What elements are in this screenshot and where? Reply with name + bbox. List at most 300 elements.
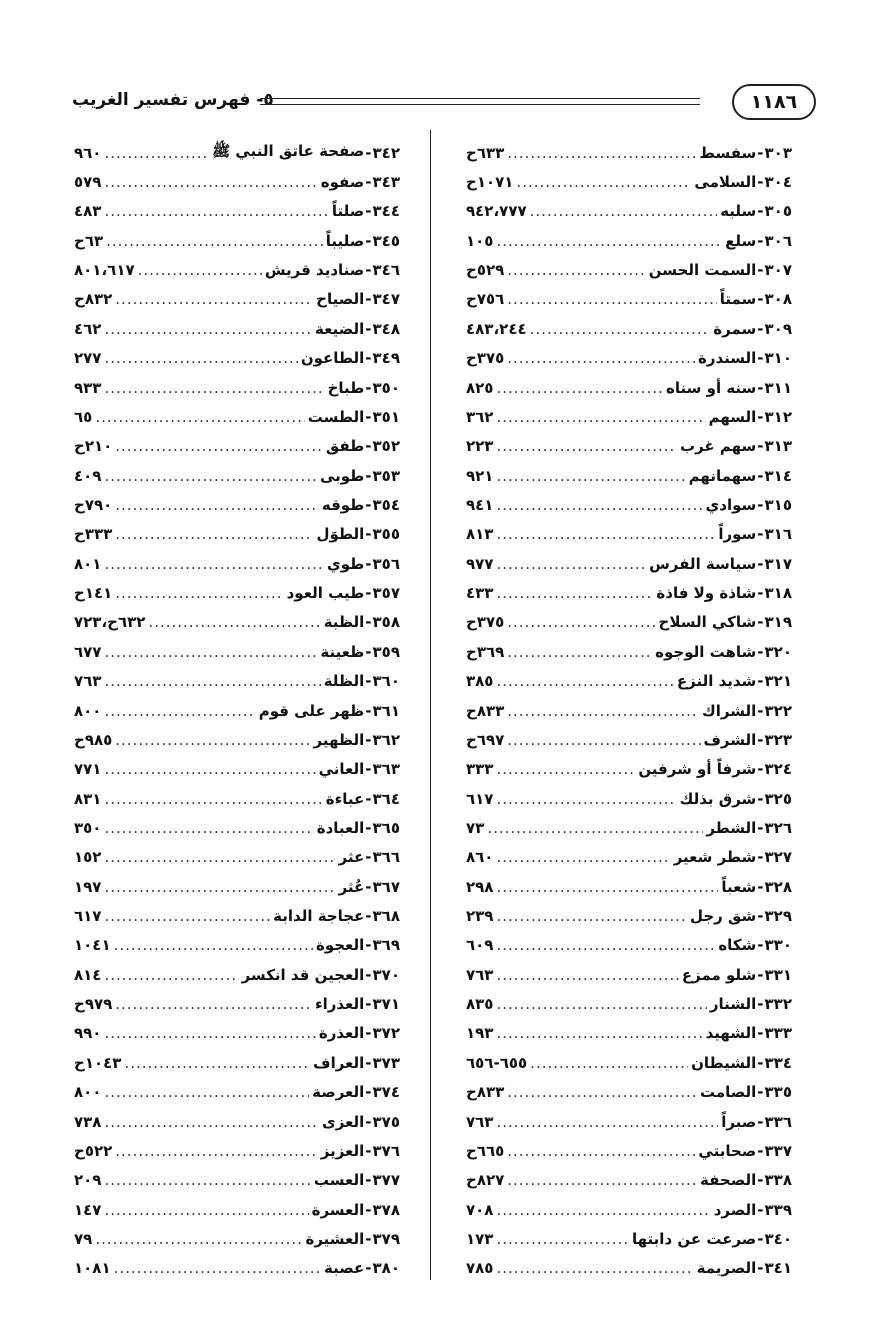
entry-dash: - [365, 437, 372, 456]
entry-term: عباءة [325, 789, 365, 808]
entry-dash: - [365, 613, 372, 632]
entry-dash: - [365, 319, 372, 338]
entry-dash: - [365, 261, 372, 280]
entry-page-ref: ٨٠٠ [74, 1083, 102, 1102]
entry-term: عصبة [324, 1259, 365, 1278]
entry-number: ٣٦٠ [372, 672, 400, 691]
entry-term: صفوه [320, 173, 365, 192]
dot-leader [114, 1259, 321, 1277]
entry-dash: - [365, 202, 372, 221]
dot-leader [104, 790, 322, 808]
index-entry [74, 167, 400, 196]
index-entry [74, 784, 400, 813]
entry-dash: - [757, 965, 764, 984]
entry-number: ٣١٢ [764, 407, 792, 426]
index-entry [74, 989, 400, 1018]
entry-term: شاكي السلاح [658, 613, 757, 632]
dot-leader [496, 1024, 702, 1042]
entry-dash: - [757, 437, 764, 456]
dot-leader [507, 613, 655, 631]
entry-page-ref: ٧٨٥ [466, 1259, 494, 1278]
dot-leader [104, 202, 328, 220]
entry-term: الظبة [323, 613, 365, 632]
entry-term: شرق بذلك [679, 789, 757, 808]
entry-term: العذراء [314, 995, 365, 1014]
dot-leader [115, 496, 319, 514]
entry-page-ref: ٨٠٠ [74, 701, 102, 720]
entry-term: صبراً [721, 1112, 757, 1131]
entry-term: العاني [318, 760, 365, 779]
entry-number: ٣٦٢ [372, 730, 400, 749]
entry-page-ref: ٨٢٧ح [466, 1171, 505, 1190]
entry-number: ٣٧٩ [372, 1229, 400, 1248]
entry-number: ٣١٣ [764, 437, 792, 456]
entry-number: ٣٤٩ [372, 349, 400, 368]
entry-number: ٣٣٨ [764, 1171, 792, 1190]
dot-leader [507, 349, 695, 367]
index-entry [466, 138, 792, 167]
dot-leader [148, 613, 320, 631]
dot-leader [115, 525, 313, 543]
entry-number: ٣٤٨ [372, 319, 400, 338]
dot-leader [496, 408, 705, 426]
entry-dash: - [365, 378, 372, 397]
entry-dash: - [365, 818, 372, 837]
entry-dash: - [365, 584, 372, 603]
index-entry [74, 1166, 400, 1195]
entry-number: ٣٣٢ [764, 995, 792, 1014]
dot-leader [138, 261, 262, 279]
dot-leader [516, 173, 691, 191]
dot-leader [104, 672, 320, 690]
entry-number: ٣٠٥ [764, 202, 792, 221]
entry-page-ref: ٣٦٩ح [466, 642, 505, 661]
entry-page-ref: ٤٨٣ [74, 202, 102, 221]
entry-page-ref: ١٩٣ [466, 1024, 494, 1043]
dot-leader [115, 584, 283, 602]
entry-page-ref: ١٠٥ [466, 231, 494, 250]
entry-term: السهم [708, 407, 757, 426]
index-entry [466, 901, 792, 930]
index-entry [466, 314, 792, 343]
entry-number: ٣٧٧ [372, 1171, 400, 1190]
entry-page-ref: ٢٠٩ [74, 1171, 102, 1190]
entry-term: سلع [725, 231, 757, 250]
index-entry [74, 931, 400, 960]
dot-leader [104, 1083, 309, 1101]
entry-dash: - [757, 907, 764, 926]
entry-dash: - [365, 1053, 372, 1072]
entry-number: ٣٧٦ [372, 1141, 400, 1160]
entry-number: ٣٤٤ [372, 202, 400, 221]
entry-dash: - [365, 672, 372, 691]
dot-leader [530, 1054, 688, 1072]
entry-number: ٣٤٦ [372, 261, 400, 280]
entry-number: ٣٤٣ [372, 173, 400, 192]
dot-leader [115, 1142, 317, 1160]
index-entry [466, 1254, 792, 1283]
entry-page-ref: ٤٦٢ [74, 319, 102, 338]
entry-dash: - [757, 495, 764, 514]
dot-leader [104, 555, 324, 573]
entry-page-ref: ٨٢٥ [466, 378, 494, 397]
entry-number: ٣٢٣ [764, 730, 792, 749]
entry-page-ref: ٩٤١ [466, 495, 494, 514]
dot-leader [507, 702, 699, 720]
dot-leader [507, 731, 700, 749]
entry-number: ٣٧٥ [372, 1112, 400, 1131]
index-entry [74, 490, 400, 519]
entry-page-ref: ٨١٤ [74, 965, 102, 984]
entry-number: ٣٥٩ [372, 642, 400, 661]
dot-leader [496, 467, 685, 485]
entry-number: ٣٤٥ [372, 231, 400, 250]
entry-term: طوبى [319, 466, 365, 485]
dot-leader [104, 643, 317, 661]
entry-dash: - [365, 1083, 372, 1102]
entry-number: ٣٣٥ [764, 1083, 792, 1102]
entry-page-ref: ٢١٠ح [74, 437, 113, 456]
dot-leader [115, 290, 313, 308]
entry-page-ref: ١٠٤١ [74, 936, 111, 955]
entry-number: ٣٥٤ [372, 495, 400, 514]
entry-number: ٣٢٧ [764, 848, 792, 867]
dot-leader [496, 848, 670, 866]
dot-leader [95, 1230, 302, 1248]
index-entry [466, 1107, 792, 1136]
index-entry [74, 226, 400, 255]
index-entry [74, 314, 400, 343]
entry-dash: - [365, 642, 372, 661]
entry-dash: - [365, 495, 372, 514]
entry-page-ref: ٦٥٥-٦٥٦ [466, 1053, 528, 1072]
entry-page-ref: ٤٣٣ [466, 584, 494, 603]
dot-leader [530, 320, 711, 338]
entry-term: الصامت [699, 1083, 757, 1102]
entry-term: سياسة الفرس [649, 554, 757, 573]
entry-dash: - [365, 877, 372, 896]
entry-term: العرصة [312, 1083, 365, 1102]
index-entry [466, 637, 792, 666]
entry-number: ٣٤١ [764, 1259, 792, 1278]
entry-number: ٣١٦ [764, 525, 792, 544]
dot-leader [104, 848, 335, 866]
dot-leader [507, 1171, 697, 1189]
index-entry [74, 666, 400, 695]
entry-dash: - [365, 1229, 372, 1248]
entry-term: شاهت الوجوه [655, 642, 757, 661]
entry-dash: - [757, 936, 764, 955]
entry-number: ٣٥٥ [372, 525, 400, 544]
entry-term: العسب [313, 1171, 365, 1190]
dot-leader [496, 437, 677, 455]
entry-page-ref: ٦٣٢ح،٧٢٣ [74, 613, 146, 632]
entry-term: الشطر [706, 818, 757, 837]
entry-term: الشراك [702, 701, 757, 720]
index-entry [466, 1136, 792, 1165]
dot-leader [104, 1024, 315, 1042]
dot-leader [507, 1142, 695, 1160]
entry-number: ٣٠٣ [764, 143, 792, 162]
entry-number: ٣٣٦ [764, 1112, 792, 1131]
dot-leader [104, 1171, 310, 1189]
entry-number: ٣٢٠ [764, 642, 792, 661]
entry-term: شديد النزع [676, 672, 757, 691]
index-entry [466, 666, 792, 695]
index-entry [466, 725, 792, 754]
index-entry [466, 226, 792, 255]
entry-page-ref: ٨٠١ [74, 554, 102, 573]
entry-term: شرفاً أو شرفين [638, 760, 757, 779]
dot-leader [104, 467, 316, 485]
entry-term: العزيز [320, 1141, 365, 1160]
entry-page-ref: ١٠٨١ [74, 1259, 111, 1278]
entry-page-ref: ٨٣٣ح [466, 701, 505, 720]
entry-dash: - [757, 466, 764, 485]
index-entry [466, 167, 792, 196]
entry-term: عجاجة الدابة [273, 907, 365, 926]
index-column-left [74, 138, 400, 1283]
entry-dash: - [365, 407, 372, 426]
dot-leader [104, 1113, 319, 1131]
index-entry [74, 1224, 400, 1253]
entry-page-ref: ٧٧١ [74, 760, 102, 779]
dot-leader [496, 379, 663, 397]
entry-dash: - [365, 143, 372, 162]
entry-page-ref: ٣٣٣ [466, 760, 494, 779]
index-entry [74, 578, 400, 607]
entry-number: ٣٥٣ [372, 466, 400, 485]
index-entry [74, 1254, 400, 1283]
dot-leader [106, 232, 323, 250]
entry-dash: - [757, 1141, 764, 1160]
entry-term: صفحة عاتق النبي ﷺ [212, 141, 365, 160]
dot-leader [104, 144, 209, 162]
entry-term: صرعت عن دابتها [632, 1229, 757, 1248]
index-entry [74, 1019, 400, 1048]
entry-term: طوي [327, 554, 365, 573]
index-entry [74, 1078, 400, 1107]
entry-number: ٣٢١ [764, 672, 792, 691]
entry-page-ref: ٨١٣ [466, 525, 494, 544]
entry-page-ref: ٦٠٩ [466, 936, 494, 955]
entry-page-ref: ٦٣٣ح [466, 143, 505, 162]
entry-term: الضيعة [315, 319, 365, 338]
entry-page-ref: ٧٦٣ [466, 965, 494, 984]
entry-dash: - [365, 554, 372, 573]
entry-term: العراف [313, 1053, 365, 1072]
entry-term: العبادة [316, 818, 365, 837]
entry-page-ref: ٩٦٠ [74, 143, 102, 162]
index-entry [74, 872, 400, 901]
entry-dash: - [365, 1024, 372, 1043]
entry-number: ٣٤٠ [764, 1229, 792, 1248]
entry-dash: - [365, 466, 372, 485]
dot-leader [496, 1201, 710, 1219]
entry-term: العذرة [318, 1024, 365, 1043]
entry-dash: - [757, 407, 764, 426]
entry-term: طيب العود [286, 584, 365, 603]
entry-page-ref: ٢٢٣ [466, 437, 494, 456]
header-rule [260, 98, 700, 105]
dot-leader [496, 1259, 693, 1277]
entry-number: ٣٦٣ [372, 760, 400, 779]
index-entry [466, 1048, 792, 1077]
entry-term: الظلة [323, 672, 365, 691]
index-entry [466, 931, 792, 960]
entry-page-ref: ٣٦٢ [466, 407, 494, 426]
entry-number: ٣٤٧ [372, 290, 400, 309]
entry-page-ref: ٣٧٥ح [466, 613, 505, 632]
entry-page-ref: ٨٠١،٦١٧ [74, 261, 135, 280]
entry-dash: - [365, 789, 372, 808]
entry-dash: - [757, 1083, 764, 1102]
entry-term: الشيطان [691, 1053, 757, 1072]
entry-page-ref: ١٠٤٣ح [74, 1053, 122, 1072]
index-entry [74, 813, 400, 842]
entry-number: ٣١١ [764, 378, 792, 397]
entry-page-ref: ٩٧٩ح [74, 995, 113, 1014]
entry-number: ٣٢٩ [764, 907, 792, 926]
entry-number: ٣١٨ [764, 584, 792, 603]
entry-term: السلامى [694, 173, 757, 192]
entry-term: الطوَل [316, 525, 365, 544]
entry-number: ٣٥٢ [372, 437, 400, 456]
dot-leader [104, 819, 313, 837]
entry-dash: - [757, 877, 764, 896]
entry-dash: - [757, 1229, 764, 1248]
index-entry [466, 549, 792, 578]
index-entry [466, 872, 792, 901]
dot-leader [104, 760, 315, 778]
entry-number: ٣٦٥ [372, 818, 400, 837]
entry-page-ref: ٧٩ [74, 1229, 93, 1248]
entry-number: ٣٠٤ [764, 173, 792, 192]
entry-number: ٣١٥ [764, 495, 792, 514]
entry-number: ٣٧٠ [372, 965, 400, 984]
entry-term: العسرة [311, 1200, 365, 1219]
entry-term: الشنار [709, 995, 757, 1014]
entry-page-ref: ٧٩٠ح [74, 495, 113, 514]
dot-leader [104, 173, 317, 191]
entry-number: ٣٢٦ [764, 818, 792, 837]
entry-dash: - [365, 936, 372, 955]
entry-page-ref: ٨٦٠ [466, 848, 494, 867]
entry-dash: - [757, 173, 764, 192]
entry-dash: - [365, 1141, 372, 1160]
entry-dash: - [365, 525, 372, 544]
entry-dash: - [757, 143, 764, 162]
index-entry [466, 197, 792, 226]
index-entry [74, 373, 400, 402]
dot-leader [496, 1230, 629, 1248]
entry-term: سهم غرب [680, 437, 757, 456]
entry-dash: - [365, 730, 372, 749]
entry-page-ref: ٩٣٣ [74, 378, 102, 397]
index-entry [74, 197, 400, 226]
entry-dash: - [757, 231, 764, 250]
index-entry [74, 402, 400, 431]
dot-leader [507, 643, 652, 661]
entry-page-ref: ٨٣٢ح [74, 290, 113, 309]
dot-leader [104, 702, 255, 720]
entry-page-ref: ٤٠٩ [74, 466, 102, 485]
index-entry [74, 461, 400, 490]
entry-term: الطاعون [300, 349, 365, 368]
dot-leader [530, 202, 718, 220]
index-entry [74, 285, 400, 314]
entry-page-ref: ٦٧٧ [74, 642, 102, 661]
entry-term: سمتاً [719, 290, 757, 309]
dot-leader [496, 760, 635, 778]
entry-term: شلو ممزع [681, 965, 757, 984]
entry-page-ref: ١٤٧ [74, 1200, 102, 1219]
index-entry [466, 696, 792, 725]
column-divider [430, 130, 431, 1280]
index-entry [74, 1107, 400, 1136]
dot-leader [507, 144, 696, 162]
entry-number: ٣٧٣ [372, 1053, 400, 1072]
index-entry [74, 755, 400, 784]
entry-term: شطر شعير [673, 848, 757, 867]
entry-dash: - [757, 701, 764, 720]
dot-leader [507, 261, 645, 279]
entry-term: سهمانهم [688, 466, 757, 485]
entry-dash: - [365, 1112, 372, 1131]
entry-dash: - [365, 995, 372, 1014]
index-entry [466, 461, 792, 490]
entry-dash: - [757, 202, 764, 221]
page-number: ١١٨٦ [732, 84, 816, 120]
entry-dash: - [757, 378, 764, 397]
entry-term: عُثر [338, 877, 365, 896]
entry-number: ٣٦٦ [372, 848, 400, 867]
entry-page-ref: ٣٣٣ح [74, 525, 113, 544]
entry-number: ٣٥٦ [372, 554, 400, 573]
entry-page-ref: ٥٢٩ح [466, 261, 505, 280]
entry-term: سفسط [699, 143, 757, 162]
entry-term: ظعينة [320, 642, 365, 661]
entry-number: ٣٧١ [372, 995, 400, 1014]
entry-dash: - [757, 995, 764, 1014]
entry-term: سوراً [718, 525, 757, 544]
index-entry [466, 989, 792, 1018]
entry-dash: - [757, 319, 764, 338]
entry-dash: - [757, 584, 764, 603]
index-entry [74, 549, 400, 578]
index-entry [466, 285, 792, 314]
dot-leader [507, 1083, 697, 1101]
index-entry [74, 1195, 400, 1224]
entry-page-ref: ٩٧٧ [466, 554, 494, 573]
index-entry [466, 813, 792, 842]
entry-page-ref: ٧٠٨ [466, 1200, 494, 1219]
entry-number: ٣٣١ [764, 965, 792, 984]
entry-page-ref: ٧٦٣ [74, 672, 102, 691]
entry-term: عثر [338, 848, 365, 867]
entry-page-ref: ٤٨٣،٢٤٤ [466, 319, 527, 338]
dot-leader [496, 555, 646, 573]
index-entry [74, 843, 400, 872]
index-entry [466, 344, 792, 373]
dot-leader [496, 584, 653, 602]
index-entry [74, 960, 400, 989]
index-entry [74, 637, 400, 666]
entry-number: ٣٠٧ [764, 261, 792, 280]
entry-page-ref: ٢٣٩ [466, 907, 494, 926]
entry-dash: - [757, 613, 764, 632]
dot-leader [104, 966, 238, 984]
